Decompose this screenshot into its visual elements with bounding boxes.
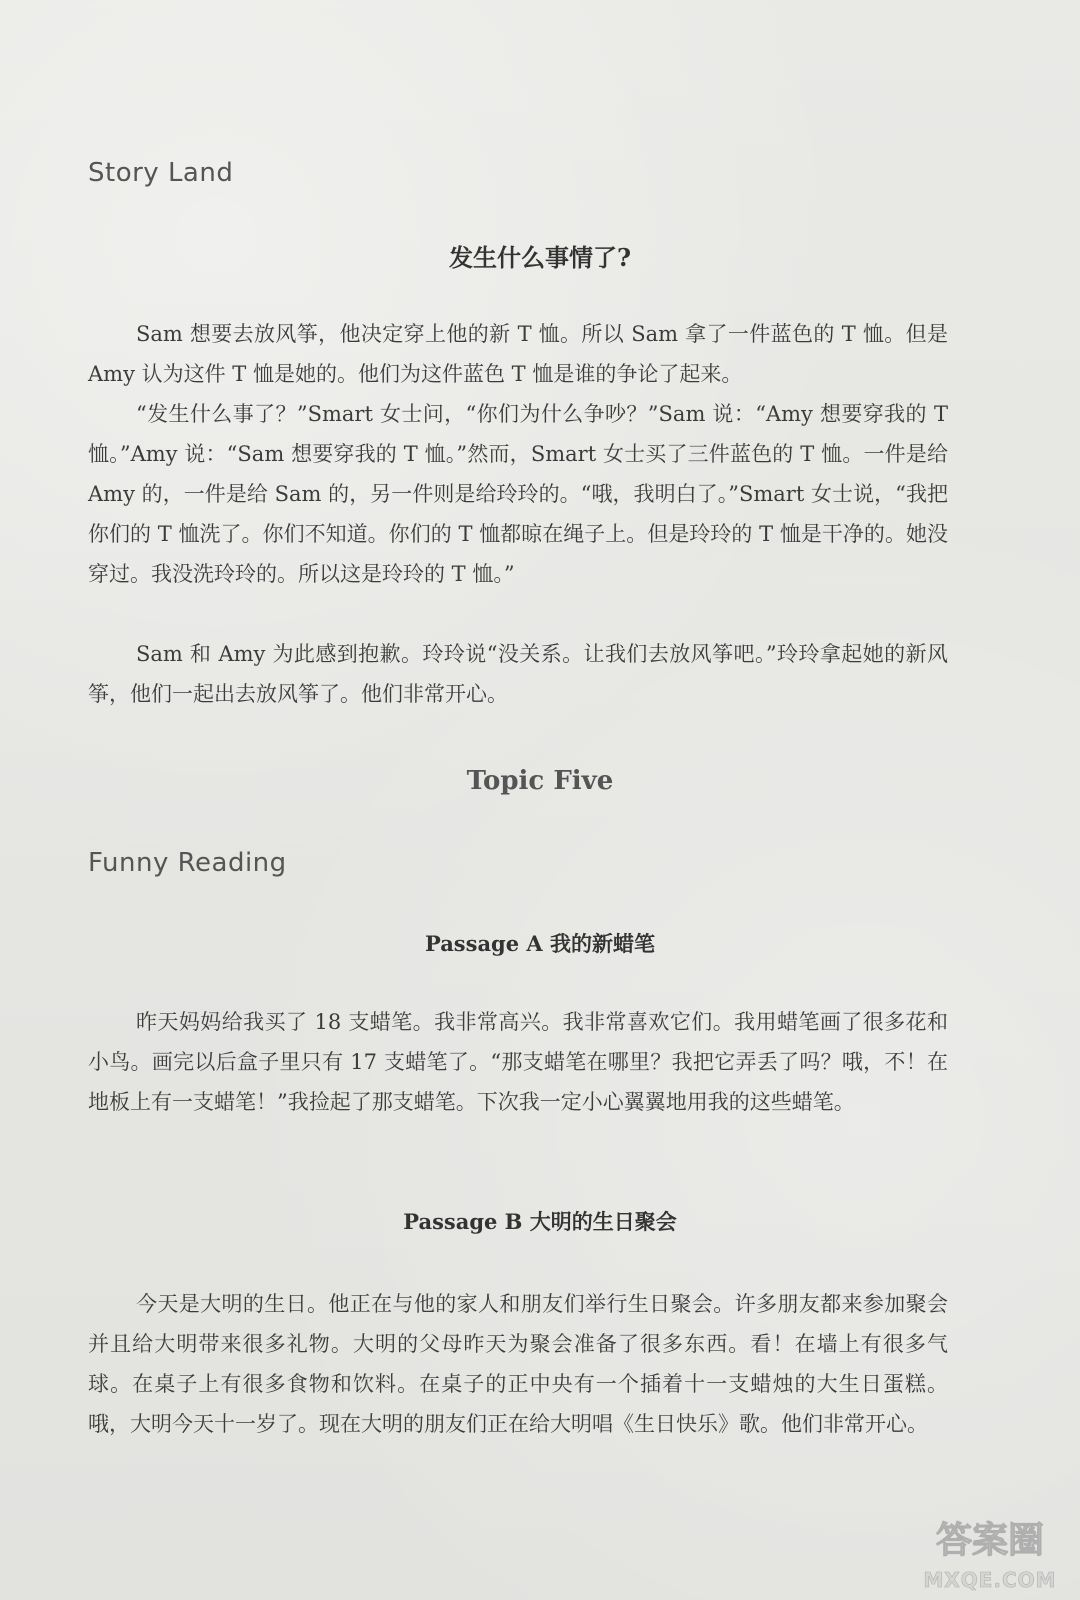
story-paragraph-1: Sam 想要去放风筝，他决定穿上他的新 T 恤。所以 Sam 拿了一件蓝色的 T 恤。但是 Amy 认为这件 T 恤是她的。他们为这件蓝色 T 恤是谁的争论了起来。 — [88, 322, 948, 386]
section-label-story-land: Story Land — [88, 158, 234, 188]
watermark-logo-text: 答案圈 — [935, 1520, 1044, 1561]
passage-b-title: Passage B 大明的生日聚会 — [403, 1209, 677, 1234]
story-paragraph-3: Sam 和 Amy 为此感到抱歉。玲玲说“没关系。让我们去放风筝吧。”玲玲拿起她的新风筝，他们一起出去放风筝了。他们非常开心。 — [88, 642, 948, 706]
section-label-funny-reading: Funny Reading — [88, 848, 287, 878]
story-title: 发生什么事情了? — [448, 243, 632, 272]
story-paragraph-2: “发生什么事了？”Smart 女士问，“你们为什么争吵？”Sam 说：“Amy 想要穿我的 T 恤。”Amy 说：“Sam 想要穿我的 T 恤。”然而，Smart 女士买了三件蓝色的 T 恤。一件是给 Amy 的，一件是给 Sam 的，另一件则是给玲玲的。“哦，我明白了。”Smart 女士说，“我把你们的 T 恤洗了。你们不知道。你们的 T 恤都晾在绳子上。但是玲玲的 T 恤是干净的。她没穿过。我没洗玲玲的。所以这是玲玲的 T 恤。” — [88, 402, 948, 586]
watermark-domain: MXQE.COM — [923, 1568, 1057, 1592]
passage-a-text: 昨天妈妈给我买了 18 支蜡笔。我非常高兴。我非常喜欢它们。我用蜡笔画了很多花和小鸟。画完以后盒子里只有 17 支蜡笔了。“那支蜡笔在哪里？我把它弄丢了吗？哦，不！在地板上有一支蜡笔！”我捡起了那支蜡笔。下次我一定小心翼翼地用我的这些蜡笔。 — [88, 1010, 948, 1114]
topic-title: Topic Five — [466, 766, 614, 796]
passage-a-title: Passage A 我的新蜡笔 — [424, 931, 656, 956]
passage-b-text: 今天是大明的生日。他正在与他的家人和朋友们举行生日聚会。许多朋友都来参加聚会并且给大明带来很多礼物。大明的父母昨天为聚会准备了很多东西。看！在墙上有很多气球。在桌子上有很多食物和饮料。在桌子的正中央有一个插着十一支蜡烛的大生日蛋糕。哦，大明今天十一岁了。现在大明的朋友们正在给大明唱《生日快乐》歌。他们非常开心。 — [88, 1292, 948, 1436]
site-watermark — [910, 1520, 1070, 1592]
